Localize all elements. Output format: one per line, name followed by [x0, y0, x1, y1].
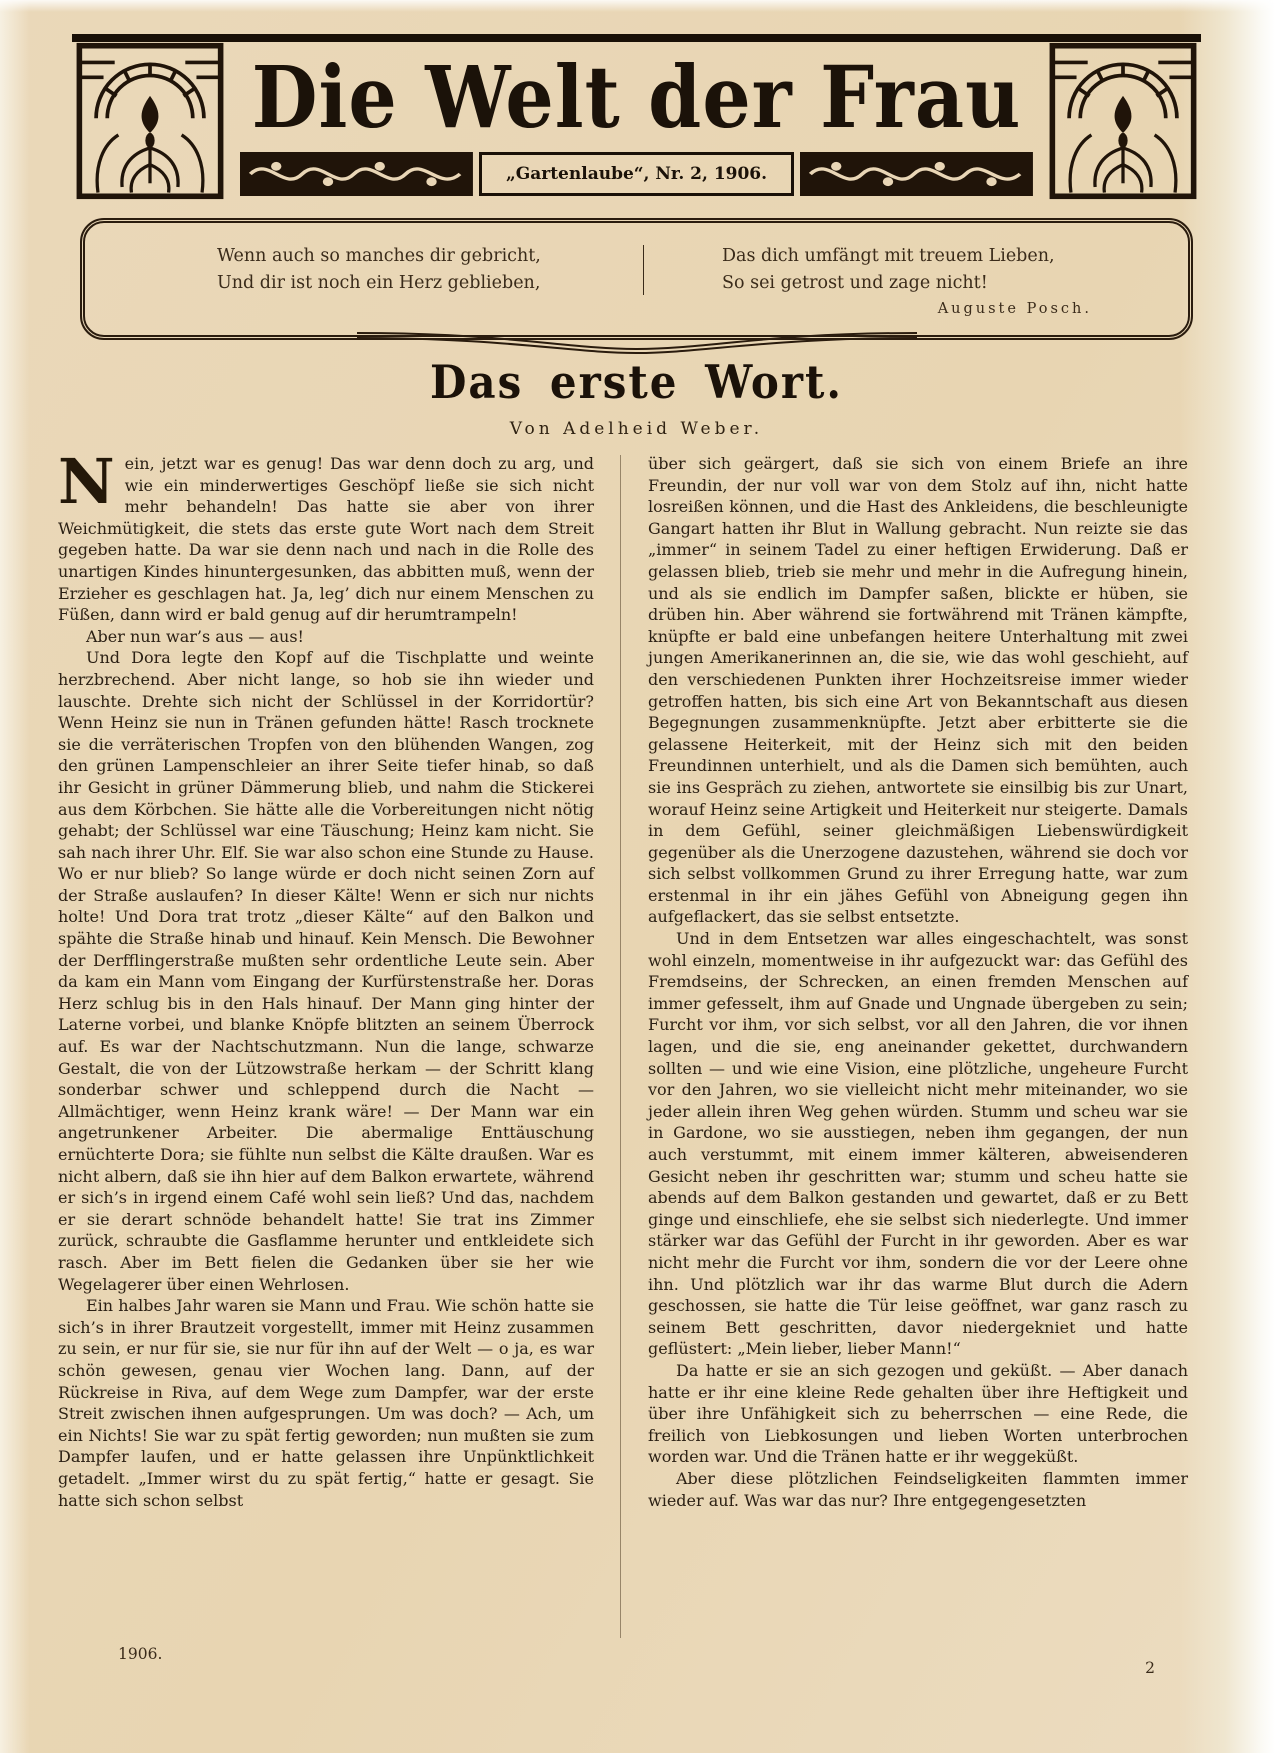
magazine-title: Die Welt der Frau	[251, 47, 1022, 148]
epigraph-verses	[125, 243, 1148, 297]
scroll-ornament-right-icon	[800, 152, 1033, 196]
flourish-ornament-icon	[357, 329, 917, 355]
paragraph: Da hatte er sie an sich gezogen und geküßt. — Aber danach hatte er ihr eine kleine Rede gehalten über ihre Heftigkeit und über ihre Unfähigkeit sich zu beherrschen — eine Rede, die freilich von Liebkosungen und lieben Worten unterbrochen worden war. Und die Tränen hatte er ihr weggeküßt.	[648, 1360, 1188, 1467]
column-divider	[620, 455, 621, 1638]
masthead	[72, 34, 1201, 202]
verse-line: Wenn auch so manches dir gebricht,	[217, 246, 541, 266]
masthead-top-rule	[72, 34, 1201, 42]
verse-line: Und dir ist noch ein Herz geblieben,	[217, 273, 541, 293]
page-footer	[118, 1645, 1155, 1677]
paragraph: über sich geärgert, daß sie sich von einem Briefe an ihre Freundin, der nur voll war von dem Stolz auf ihn, nicht hatte losreißen können, und die Hast des Ankleidens, die beschleunigte Gangart hatten ihr Blut in Wallung gebracht. Nun reizte sie das „immer“ in seinem Tadel zu einer heftigen Erwiderung. Daß er gelassen blieb, trieb sie mehr und mehr in die Aufregung hinein, und als sie endlich im Dampfer saßen, blickte er hüben, sie drüben hin. Aber während sie fortwährend mit Tränen kämpfte, knüpfte er bald eine unbefangen heitere Unterhaltung mit zwei jungen Amerikanerinnen an, die sie, wie das wohl geschieht, auf den verschiedenen Punkten ihrer Hochzeitsreise immer wieder getroffen hatten, bis sich eine Art von Bekanntschaft aus diesen Begegnungen zusammenknüpfte. Jetzt aber erbitterte sie die gelassene Heiterkeit, mit der Heinz sich mit den beiden Freundinnen unterhielt, und als die Damen sich bemühten, auch sie ins Gespräch zu ziehen, antwortete sie einsilbig bis zur Unart, worauf Heinz seine Artigkeit und Heiterkeit nur steigerte. Damals in dem Gefühl, seiner gleichmäßigen Liebenswürdigkeit gegenüber als die Unerzogene dazustehen, während sie doch vor sich selbst vollkommen Grund zu ihrer Erregung hatte, war zum erstenmal in ihr ein jähes Gefühl von Abneigung gegen ihn aufgeflackert, das sie selbst entsetzte.	[648, 454, 1188, 927]
floral-ornament-right-icon	[1045, 42, 1201, 200]
left-column	[58, 453, 594, 1638]
verse-line: Das dich umfängt mit treuem Lieben,	[722, 246, 1055, 266]
drop-cap: N	[58, 453, 115, 518]
banner-row	[240, 152, 1033, 196]
epigraph-right-verse	[644, 243, 1148, 297]
page-number: 2	[1145, 1659, 1155, 1677]
epigraph-attribution: Auguste Posch.	[937, 301, 1092, 317]
masthead-center	[240, 42, 1033, 202]
article-body	[58, 453, 1215, 1638]
epigraph-box	[80, 218, 1193, 340]
verse-line: So sei getrost und zage nicht!	[722, 273, 988, 293]
paragraph	[58, 453, 594, 626]
floral-ornament-left-icon	[72, 42, 228, 200]
epigraph-left-verse	[125, 243, 643, 297]
paragraph: Aber nun war’s aus — aus!	[86, 626, 304, 646]
paragraph-text: ein, jetzt war es genug! Das war denn doch zu arg, und wie ein minderwertiges Geschöpf ließe sie sich nicht mehr behandeln! Das hatte sie aber von ihrer Weichmütigkeit, die stets das erste gute Wort nach dem Streit gegeben hatte. Da war sie denn nach und nach in die Rolle des unartigen Kindes hinuntergesunken, das abbitten muß, wenn der Erzieher es geschlagen hat. Ja, leg’ dich nur einem Menschen zu Füßen, dann wird er bald genug auf dir herumtrampeln!	[58, 454, 594, 625]
scroll-ornament-left-icon	[240, 152, 473, 196]
paragraph: Und in dem Entsetzen war alles eingeschachtelt, was sonst wohl einzeln, momentweise in ihr aufgezuckt war: das Gefühl des Fremdseins, der Schrecken, an einen fremden Menschen auf immer gefesselt, ihm auf Gnade und Ungnade übergeben zu sein; Furcht vor ihm, vor sich selbst, vor all den Jahren, die vor ihnen lagen, und die sie, eng aneinander gekettet, durchwandern sollten — und wie eine Vision, eine plötzliche, ungeheure Furcht vor den Jahren, wo sie vielleicht nicht mehr miteinander, wo sie jeder allein ihren Weg gehen würden. Stumm und scheu war sie in Gardone, wo sie ausstiegen, neben ihm gegangen, der nun auch verstummt, mit einem immer kälteren, abweisenderen Gesicht neben ihr geschritten war; stumm und scheu hatte sie abends auf dem Balkon gestanden und gewartet, daß er zu Bett ginge und einschliefe, ehe sie selbst sich niederlegte. Und immer stärker war das Gefühl der Furcht in ihr geworden. Aber es war nicht mehr die Furcht vor ihm, sondern die vor der Leere ohne ihn. Und plötzlich war ihr das warme Blut durch die Adern geschossen, sie hatte die Tür leise geöffnet, war ganz rasch zu seinem Bett geschritten, davor niedergekniet und hatte geflüstert: „Mein lieber, lieber Mann!“	[648, 929, 1188, 1359]
paragraph: Aber diese plötzlichen Feindseligkeiten flammten immer wieder auf. Was war das nur? Ihre entgegengesetzten	[648, 1468, 1188, 1510]
article-title: Das erste Wort.	[429, 356, 844, 409]
footer-year: 1906.	[118, 1645, 163, 1663]
issue-banner: „Gartenlaube“, Nr. 2, 1906.	[479, 152, 794, 196]
paragraph: Und Dora legte den Kopf auf die Tischplatte und weinte herzbrechend. Aber nicht lange, so hob sie ihn wieder und lauschte. Drehte sich nicht der Schlüssel in der Korridortür? Wenn Heinz sie nun in Tränen gefunden hätte! Rasch trocknete sie die verräterischen Tropfen von den blühenden Wangen, zog den grünen Lampenschleier an ihrer Seite tiefer hinab, so daß ihr Gesicht in grüner Dämmerung blieb, und nahm die Stickerei aus dem Körbchen. Sie hätte alle die Vorbereitungen nicht nötig gehabt; der Schlüssel war eine Täuschung; Heinz kam nicht. Sie sah nach ihrer Uhr. Elf. Sie war also schon eine Stunde zu Hause. Wo er nur blieb? So lange würde er doch nicht seinen Zorn auf der Straße auslaufen? In dieser Kälte! Wenn er sich nur nichts holte! Und Dora trat trotz „dieser Kälte“ auf den Balkon und spähte die Straße hinab und hinauf. Kein Mensch. Die Bewohner der Derfflingerstraße mußten sehr ordentliche Leute sein. Aber da kam ein Mann vom Eingang der Kurfürstenstraße her. Doras Herz schlug bis in den Hals hinauf. Der Mann ging hinter der Laterne vorbei, und blanke Knöpfe blitzten an seinem Überrock auf. Es war der Nachtschutzmann. Nun die lange, schwarze Gestalt, die von der Lützowstraße herkam — der Schritt klang sonderbar schwer und schleppend durch die Nacht — Allmächtiger, wenn Heinz krank wäre! — Der Mann war ein angetrunkener Arbeiter. Die abermalige Enttäuschung ernüchterte Dora; sie fühlte nun selbst die Kälte draußen. War es nicht albern, daß sie ihn hier auf dem Balkon erwartete, während er sich’s in irgend einem Café wohl sein ließ? Und das, nachdem er sie derart schnöde behandelt hatte! Sie trat ins Zimmer zurück, schraubte die Gasflamme herunter und entkleidete sich rasch. Aber im Bett fielen die Gedanken über sie her wie Wegelagerer über einen Wehrlosen.	[58, 648, 594, 1294]
right-column	[648, 453, 1188, 1638]
paragraph: Ein halbes Jahr waren sie Mann und Frau. Wie schön hatte sie sich’s in ihrer Brautzeit vorgestellt, immer mit Heinz zusammen zu sein, er nur für sie, sie nur für ihn auf der Welt — o ja, es war schön gewesen, genau vier Wochen lang. Dann, auf der Rückreise in Riva, auf dem Wege zum Dampfer, war der erste Streit zwischen ihnen aufgesprungen. Um was doch? — Ach, um ein Nichts! Sie war zu spät fertig geworden; nun mußten sie zum Dampfer laufen, und er hatte gelassen ihre Unpünktlichkeit getadelt. „Immer wirst du zu spät fertig,“ hatte er gesagt. Sie hatte sich schon selbst	[58, 1296, 594, 1510]
article-byline: Von Adelheid Weber.	[509, 419, 764, 439]
